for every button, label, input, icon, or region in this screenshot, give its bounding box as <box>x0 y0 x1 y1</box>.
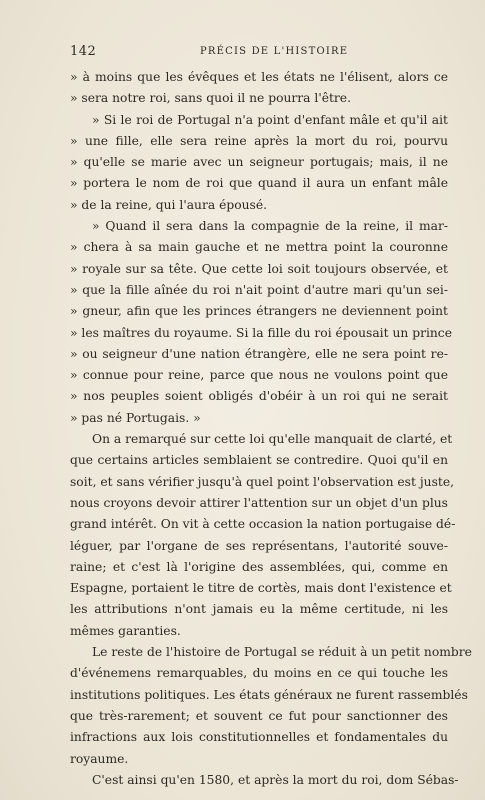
page-number: 142 <box>70 44 97 59</box>
text-line: Le reste de l'histoire de Portugal se réduit à un petit nombre <box>92 645 472 660</box>
text-line: mêmes garanties. <box>70 623 181 638</box>
text-line: » les maîtres du royaume. Si la fille du roi épousait un prince <box>70 325 452 340</box>
running-title: PRÉCIS DE L'HISTOIRE <box>200 46 349 57</box>
text-line: » ou seigneur d'une nation étrangère, elle ne sera point re- <box>70 346 448 361</box>
paragraph <box>70 429 456 642</box>
text-line: » connue pour reine, parce que nous ne voulons point que <box>70 368 448 383</box>
text-line: soit, et sans vérifier jusqu'à quel point l'observation est juste, <box>70 474 455 489</box>
text-line: que certains articles semblaient se contredire. Quoi qu'il en <box>70 453 448 468</box>
text-line: » royale sur sa tête. Que cette loi soit toujours observée, et <box>70 261 448 276</box>
text-line: » de la reine, qui l'aura épousé. <box>70 197 268 212</box>
text-line: les attributions n'ont jamais eu la même certitude, ni les <box>70 602 448 617</box>
text-line: institutions politiques. Les états généraux ne furent rassemblés <box>70 687 468 702</box>
text-line: d'événemens remarquables, du moins en ce qui touche les <box>70 666 448 681</box>
body-text <box>70 67 472 791</box>
text-line: » que la fille aînée du roi n'ait point d'autre mari qu'un sei- <box>70 282 448 297</box>
text-line: » gneur, afin que les princes étrangers ne deviennent point <box>70 304 448 319</box>
text-line: Espagne, portaient le titre de cortès, mais dont l'existence et <box>70 581 452 596</box>
text-line: On a remarqué sur cette loi qu'elle manquait de clarté, et <box>92 432 453 447</box>
paragraph <box>70 67 448 110</box>
text-line: grand intérêt. On vit à cette occasion la nation portugaise dé- <box>70 517 456 532</box>
text-line: nous croyons devoir attirer l'attention sur un objet d'un plus <box>70 495 448 510</box>
text-line: » une fille, elle sera reine après la mort du roi, pourvu <box>70 133 448 148</box>
paragraph <box>70 216 452 429</box>
text-line: raine; et c'est là l'origine des assemblées, qui, comme en <box>70 559 448 574</box>
text-line: C'est ainsi qu'en 1580, et après la mort du roi, dom Sébas- <box>92 772 459 787</box>
text-line: » sera notre roi, sans quoi il ne pourra l'être. <box>70 91 351 106</box>
text-line: royaume. <box>70 751 129 766</box>
paragraph <box>70 110 448 216</box>
paragraph <box>70 642 472 770</box>
text-line: » Si le roi de Portugal n'a point d'enfant mâle et qu'il ait <box>92 112 448 127</box>
text-line: » chera à sa main gauche et ne mettra point la couronne <box>70 240 448 255</box>
text-line: infractions aux lois constitutionnelles et fondamentales du <box>70 730 448 745</box>
text-line: » Quand il sera dans la compagnie de la reine, il mar- <box>92 219 448 234</box>
paragraph <box>70 770 459 791</box>
page-header <box>70 44 448 60</box>
text-line: » qu'elle se marie avec un seigneur portugais; mais, il ne <box>70 155 448 170</box>
text-line: léguer, par l'organe de ses représentans, l'autorité souve- <box>70 538 448 553</box>
text-line: » pas né Portugais. » <box>70 410 201 425</box>
text-line: que très-rarement; et souvent ce fut pour sanctionner des <box>70 708 448 723</box>
text-line: » nos peuples soient obligés d'obéir à un roi qui ne serait <box>70 389 448 404</box>
text-line: » portera le nom de roi que quand il aura un enfant mâle <box>70 176 448 191</box>
text-line: » à moins que les évêques et les états ne l'élisent, alors ce <box>70 70 448 84</box>
